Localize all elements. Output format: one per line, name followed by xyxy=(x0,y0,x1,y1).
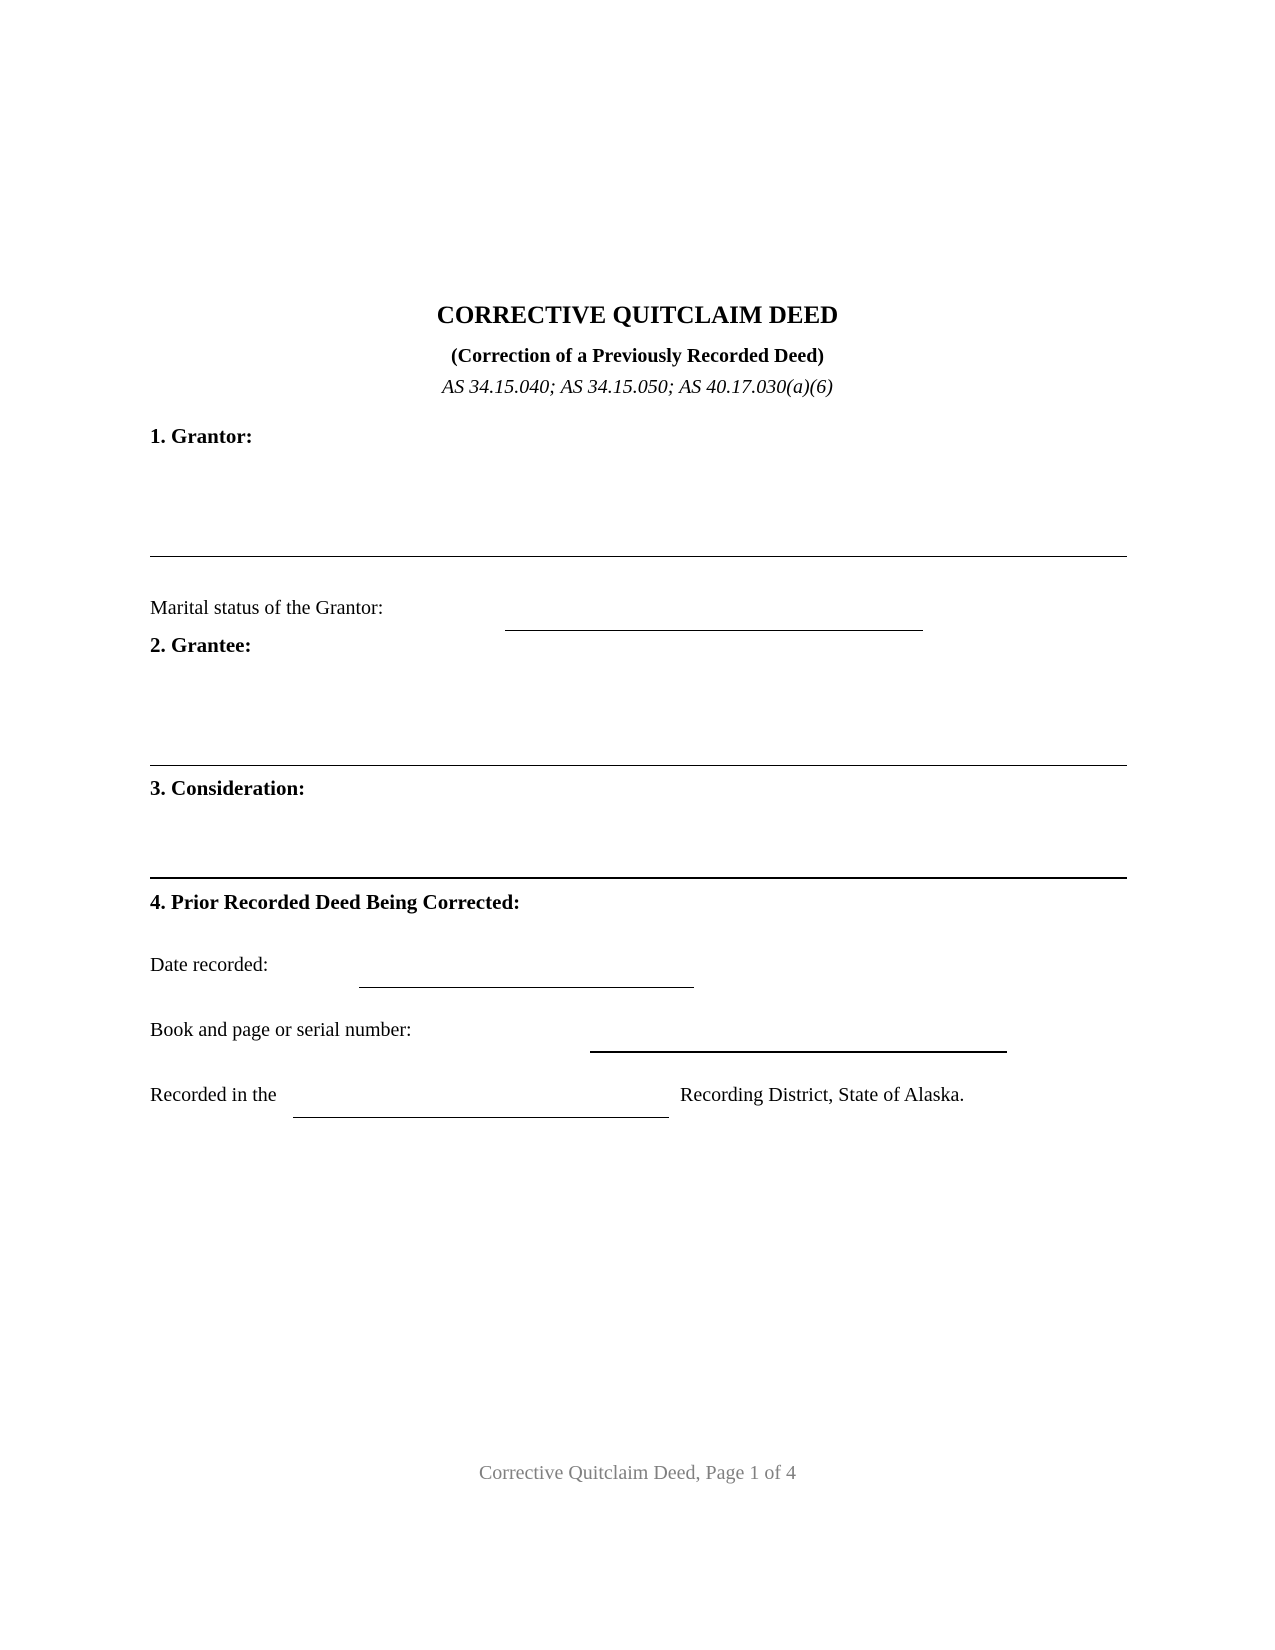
recorded-in-label: Recorded in the xyxy=(150,1084,277,1106)
marital-status-label: Marital status of the Grantor: xyxy=(150,597,384,619)
document-subtitle: (Correction of a Previously Recorded Deed) xyxy=(450,345,825,367)
consideration-heading: 3. Consideration: xyxy=(150,776,306,800)
marital-status-line[interactable] xyxy=(505,630,923,631)
grantor-heading: 1. Grantor: xyxy=(150,424,253,448)
document-title: CORRECTIVE QUITCLAIM DEED xyxy=(436,302,839,329)
statute-citation: AS 34.15.040; AS 34.15.050; AS 40.17.030(a)(6) xyxy=(442,376,833,398)
consideration-line[interactable] xyxy=(150,877,1127,879)
date-recorded-line[interactable] xyxy=(359,987,694,988)
date-recorded-label: Date recorded: xyxy=(150,954,269,976)
recording-district-suffix: Recording District, State of Alaska. xyxy=(680,1084,965,1106)
grantee-heading: 2. Grantee: xyxy=(150,633,252,657)
prior-deed-heading: 4. Prior Recorded Deed Being Corrected: xyxy=(150,890,521,914)
book-page-line[interactable] xyxy=(590,1051,1007,1053)
grantee-name-line[interactable] xyxy=(150,765,1127,766)
grantor-name-line[interactable] xyxy=(150,556,1127,557)
page-footer: Corrective Quitclaim Deed, Page 1 of 4 xyxy=(478,1462,797,1484)
recording-district-line[interactable] xyxy=(293,1117,669,1118)
book-page-label: Book and page or serial number: xyxy=(150,1019,412,1041)
